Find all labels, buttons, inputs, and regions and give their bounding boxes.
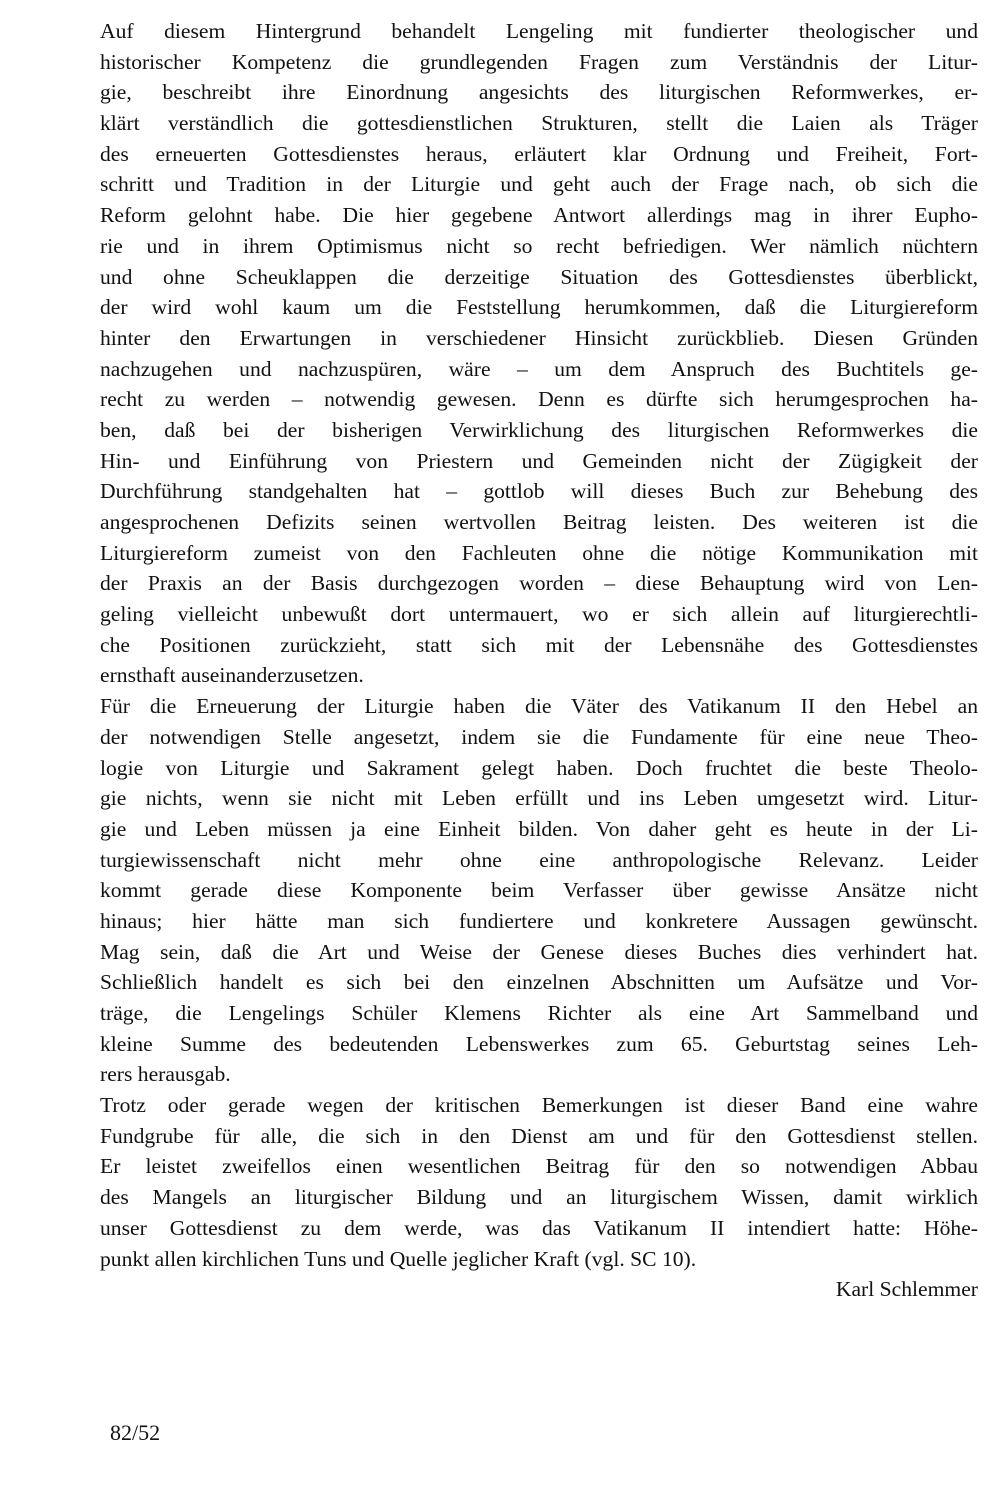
page-number: 82/52 <box>110 1420 161 1445</box>
text-line: geling vielleicht unbewußt dort untermauert, wo er sich allein auf liturgierechtli- <box>100 602 978 627</box>
review-text <box>100 16 978 1305</box>
text-line: Reform gelohnt habe. Die hier gegebene Antwort allerdings mag in ihrer Eupho- <box>100 203 978 228</box>
text-line: ernsthaft auseinanderzusetzen. <box>100 663 364 688</box>
text-line: und ohne Scheuklappen die derzeitige Situation des Gottesdienstes überblickt, <box>100 264 978 289</box>
text-line: Hin- und Einführung von Priestern und Gemeinden nicht der Zügigkeit der <box>100 448 978 473</box>
text-line: Durchführung standgehalten hat – gottlob will dieses Buch zur Behebung des <box>100 479 978 504</box>
text-line: Liturgiereform zumeist von den Fachleuten ohne die nötige Kommunikation mit <box>100 540 978 565</box>
text-line: punkt allen kirchlichen Tuns und Quelle jeglicher Kraft (vgl. SC 10). <box>100 1246 697 1271</box>
text-line: ben, daß bei der bisherigen Verwirklichung des liturgischen Reformwerkes die <box>100 417 978 442</box>
text-line: kommt gerade diese Komponente beim Verfasser über gewisse Ansätze nicht <box>100 878 978 903</box>
text-line: unser Gottesdienst zu dem werde, was das Vatikanum II intendiert hatte: Höhe- <box>100 1215 978 1240</box>
text-line: Fundgrube für alle, die sich in den Dienst am und für den Gottesdienst stellen. <box>100 1123 978 1148</box>
text-line: gie nichts, wenn sie nicht mit Leben erfüllt und ins Leben umgesetzt wird. Litur- <box>100 786 978 811</box>
paragraph <box>100 16 978 691</box>
text-line: schritt und Tradition in der Liturgie und geht auch der Frage nach, ob sich die <box>100 172 978 197</box>
text-line: Er leistet zweifellos einen wesentlichen Beitrag für den so notwendigen Abbau <box>100 1154 978 1179</box>
text-line: angesprochenen Defizits seinen wertvollen Beitrag leisten. Des weiteren ist die <box>100 510 978 534</box>
text-line: Für die Erneuerung der Liturgie haben die Väter des Vatikanum II den Hebel an <box>100 694 978 719</box>
text-line: gie, beschreibt ihre Einordnung angesichts des liturgischen Reformwerkes, er- <box>100 80 978 105</box>
text-line: der notwendigen Stelle angesetzt, indem sie die Fundamente für eine neue Theo- <box>100 724 978 749</box>
text-line: rie und in ihrem Optimismus nicht so recht befriedigen. Wer nämlich nüchtern <box>100 233 978 258</box>
author-signature: Karl Schlemmer <box>835 1277 978 1302</box>
text-line: Trotz oder gerade wegen der kritischen Bemerkungen ist dieser Band eine wahre <box>100 1093 978 1118</box>
text-line: rers herausgab. <box>100 1062 231 1087</box>
text-line: klärt verständlich die gottesdienstlichen Strukturen, stellt die Laien als Träger <box>100 111 978 136</box>
text-line: historischer Kompetenz die grundlegenden Fragen zum Verständnis der Litur- <box>100 49 978 74</box>
text-line: der wird wohl kaum um die Feststellung herumkommen, daß die Liturgiereform <box>100 295 978 320</box>
text-line: gie und Leben müssen ja eine Einheit bilden. Von daher geht es heute in der Li- <box>100 816 978 841</box>
text-line: hinter den Erwartungen in verschiedener Hinsicht zurückblieb. Diesen Gründen <box>100 325 978 350</box>
text-line: logie von Liturgie und Sakrament gelegt haben. Doch fruchtet die beste Theolo- <box>100 755 978 780</box>
paragraph <box>100 1090 978 1274</box>
text-line: nachzugehen und nachzuspüren, wäre – um dem Anspruch des Buchtitels ge- <box>100 356 978 381</box>
text-line: kleine Summe des bedeutenden Lebenswerkes zum 65. Geburtstag seines Leh- <box>100 1031 978 1056</box>
text-line: hinaus; hier hätte man sich fundiertere und konkretere Aussagen gewünscht. <box>100 908 978 933</box>
text-line: träge, die Lengelings Schüler Klemens Richter als eine Art Sammelband und <box>100 1001 978 1025</box>
text-line: che Positionen zurückzieht, statt sich mit der Lebensnähe des Gottesdienstes <box>100 632 978 657</box>
text-line: Schließlich handelt es sich bei den einzelnen Abschnitten um Aufsätze und Vor- <box>100 970 978 995</box>
paragraph <box>100 691 978 1090</box>
text-line: recht zu werden – notwendig gewesen. Denn es dürfte sich herumgesprochen ha- <box>100 387 978 412</box>
text-line: der Praxis an der Basis durchgezogen worden – diese Behauptung wird von Len- <box>100 571 978 596</box>
text-line: Mag sein, daß die Art und Weise der Genese dieses Buches dies verhindert hat. <box>100 939 978 964</box>
text-line: des erneuerten Gottesdienstes heraus, erläutert klar Ordnung und Freiheit, Fort- <box>100 141 978 166</box>
text-line: turgiewissenschaft nicht mehr ohne eine anthropologische Relevanz. Leider <box>100 847 978 872</box>
text-line: des Mangels an liturgischer Bildung und an liturgischem Wissen, damit wirklich <box>100 1185 978 1210</box>
text-line: Auf diesem Hintergrund behandelt Lengeling mit fundierter theologischer und <box>100 19 978 43</box>
